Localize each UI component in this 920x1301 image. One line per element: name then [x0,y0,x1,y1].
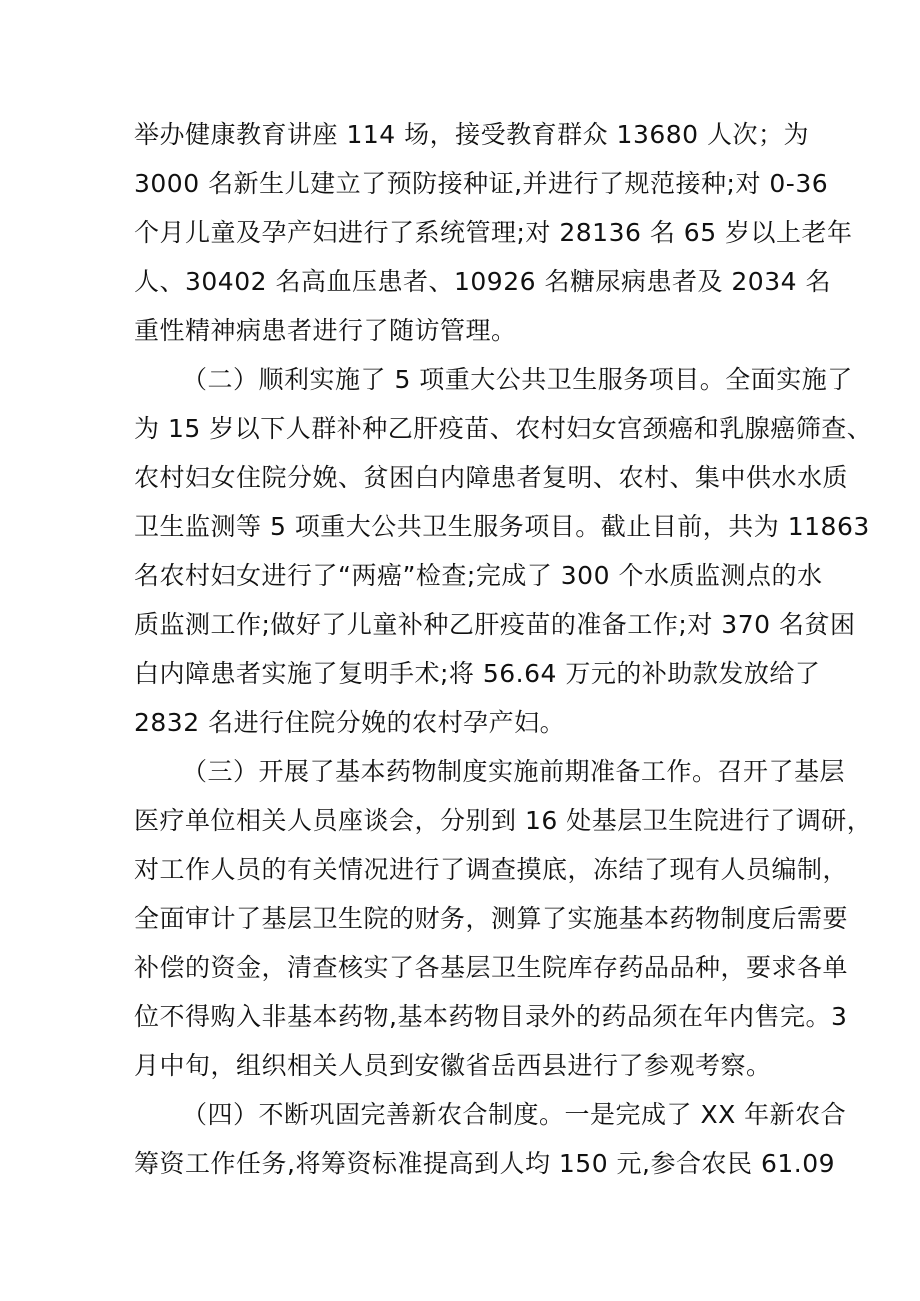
text-line: 白内障患者实施了复明手术;将 56.64 万元的补助款发放给了 [134,659,821,688]
text-line: 医疗单位相关人员座谈会，分别到 16 处基层卫生院进行了调研， [134,806,873,835]
text-line: 名农村妇女进行了“两癌”检查;完成了 300 个水质监测点的水 [134,561,823,590]
text-line: 卫生监测等 5 项重大公共卫生服务项目。截止目前，共为 11863 [134,512,870,541]
text-line: 补偿的资金，清查核实了各基层卫生院库存药品品种，要求各单 [134,953,849,982]
text-line: 2832 名进行住院分娩的农村孕产妇。 [134,708,566,737]
text-line: 全面审计了基层卫生院的财务，测算了实施基本药物制度后需要 [134,904,849,933]
text-line: 重性精神病患者进行了随访管理。 [134,316,517,345]
text-line: 质监测工作;做好了儿童补种乙肝疫苗的准备工作;对 370 名贫困 [134,610,856,639]
section-heading-line: （二）顺利实施了 5 项重大公共卫生服务项目。全面实施了 [182,365,853,394]
section-heading-line: （三）开展了基本药物制度实施前期准备工作。召开了基层 [182,757,846,786]
text-line: 人、30402 名高血压患者、10926 名糖尿病患者及 2034 名 [134,267,831,296]
text-line: 筹资工作任务,将筹资标准提高到人均 150 元,参合农民 61.09 [134,1149,836,1178]
text-line: 月中旬，组织相关人员到安徽省岳西县进行了参观考察。 [134,1051,772,1080]
text-line: 位不得购入非基本药物,基本药物目录外的药品须在年内售完。3 [134,1002,848,1031]
text-line: 为 15 岁以下人群补种乙肝疫苗、农村妇女宫颈癌和乳腺癌筛查、 [134,414,873,443]
text-line: 农村妇女住院分娩、贫困白内障患者复明、农村、集中供水水质 [134,463,849,492]
text-line: 3000 名新生儿建立了预防接种证,并进行了规范接种;对 0-36 [134,169,829,198]
text-line: 对工作人员的有关情况进行了调查摸底，冻结了现有人员编制， [134,855,849,884]
text-line: 举办健康教育讲座 114 场，接受教育群众 13680 人次；为 [134,120,810,149]
text-line: 个月儿童及孕产妇进行了系统管理;对 28136 名 65 岁以上老年 [134,218,853,247]
section-heading-line: （四）不断巩固完善新农合制度。一是完成了 XX 年新农合 [182,1100,847,1129]
